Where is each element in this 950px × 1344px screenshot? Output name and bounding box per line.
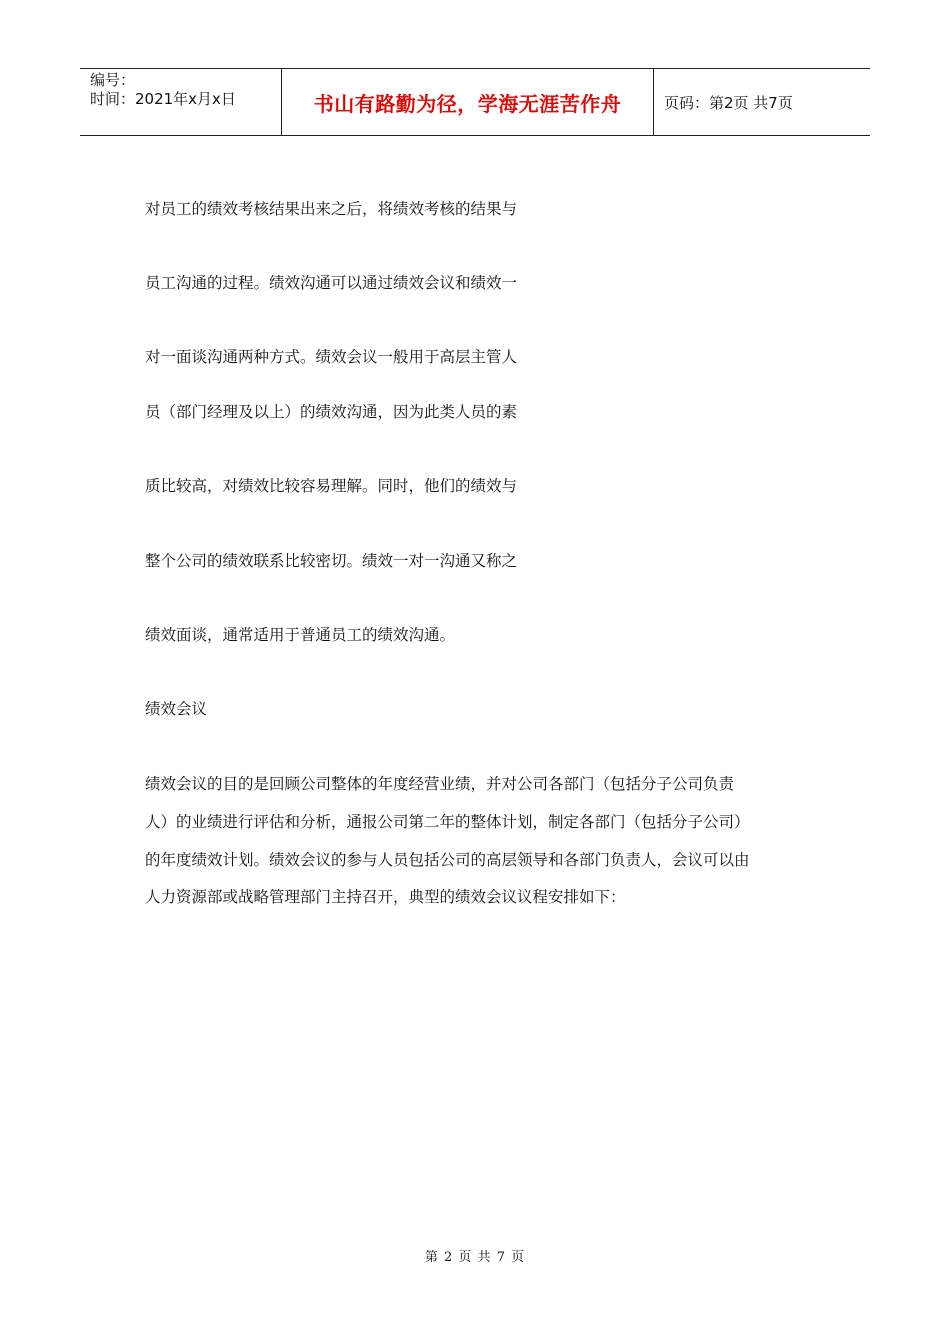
- paragraph-line: 的年度绩效计划。绩效会议的参与人员包括公司的高层领导和各部门负责人，会议可以由: [145, 851, 750, 869]
- paragraph-line: 整个公司的绩效联系比较密切。绩效一对一沟通又称之: [145, 552, 518, 570]
- document-number-label: 编号：: [90, 71, 136, 89]
- header-page-info: 页码：第2页 共7页: [664, 93, 793, 112]
- page-header: [80, 68, 870, 136]
- paragraph-line: 对员工的绩效考核结果出来之后，将绩效考核的结果与: [145, 200, 518, 218]
- header-motto: 书山有路勤为径，学海无涯苦作舟: [282, 69, 654, 135]
- paragraph-line: 绩效面谈，通常适用于普通员工的绩效沟通。: [145, 626, 456, 644]
- paragraph-line: 人）的业绩进行评估和分析，通报公司第二年的整体计划，制定各部门（包括分子公司）: [145, 813, 750, 831]
- paragraph-line: 员（部门经理及以上）的绩效沟通，因为此类人员的素: [145, 403, 518, 421]
- section-heading: 绩效会议: [145, 700, 208, 718]
- paragraph-line: 质比较高，对绩效比较容易理解。同时，他们的绩效与: [145, 477, 518, 495]
- page-footer: 第 2 页 共 7 页: [424, 1250, 526, 1265]
- paragraph-line: 对一面谈沟通两种方式。绩效会议一般用于高层主管人: [145, 348, 518, 366]
- paragraph-line: 员工沟通的过程。绩效沟通可以通过绩效会议和绩效一: [145, 274, 518, 292]
- document-date-label: 时间：2021年x月x日: [90, 90, 236, 108]
- paragraph-line: 绩效会议的目的是回顾公司整体的年度经营业绩，并对公司各部门（包括分子公司负责: [145, 775, 735, 793]
- paragraph-line: 人力资源部或战略管理部门主持召开，典型的绩效会议议程安排如下：: [145, 888, 626, 906]
- header-meta: [80, 69, 282, 135]
